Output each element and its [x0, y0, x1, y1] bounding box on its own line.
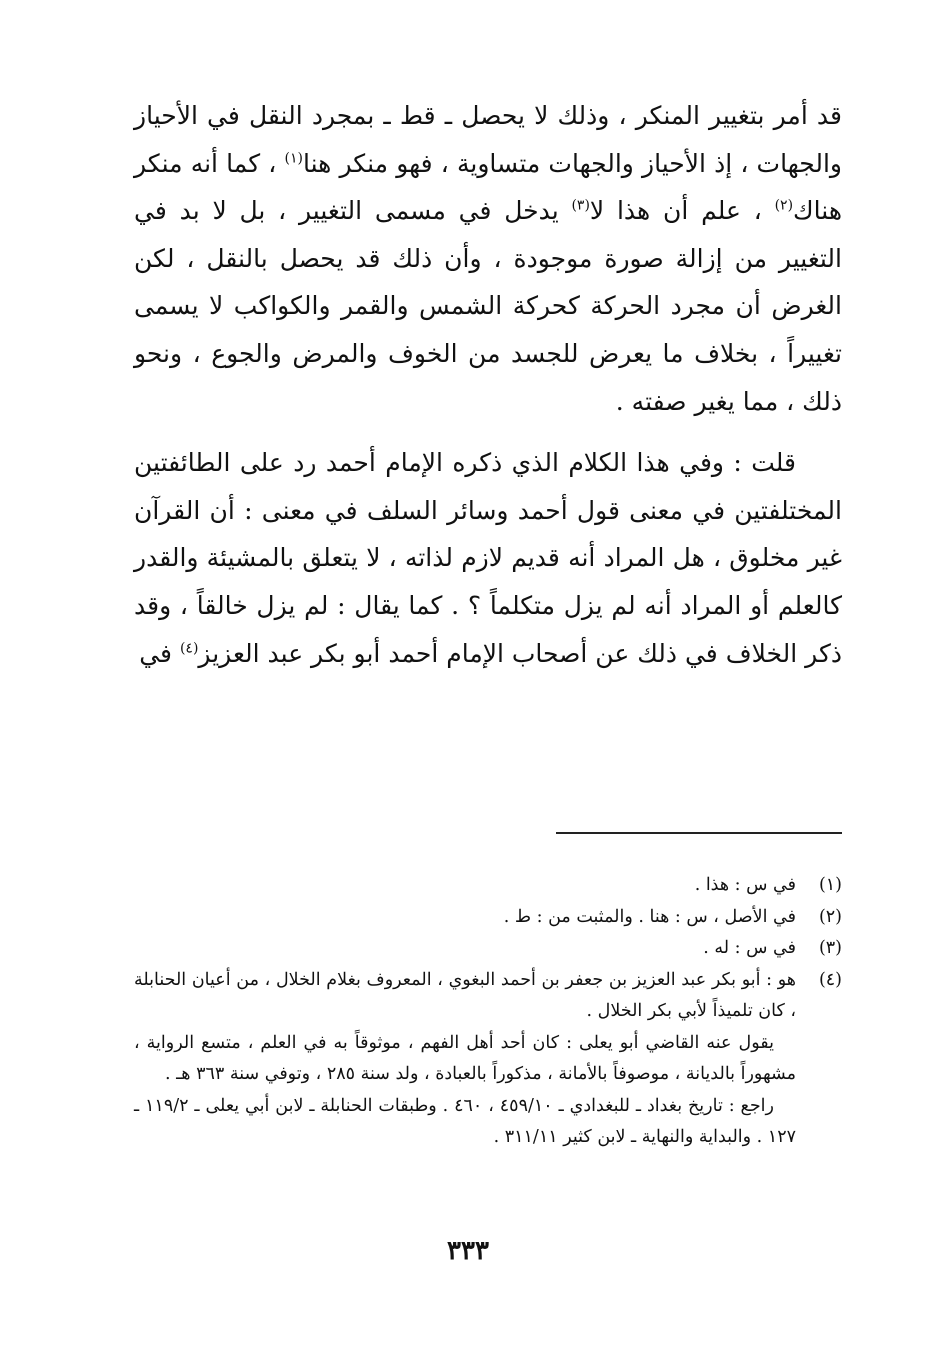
main-text — [134, 92, 842, 677]
text-run: ، كما أنه منكر هناك — [134, 148, 842, 226]
text-run: ، علم أن هذا لا — [589, 196, 775, 226]
footnote-1 — [134, 870, 842, 902]
footnote-ref-1: (١) — [284, 150, 303, 167]
paragraph-2 — [134, 439, 842, 677]
footnote-body — [134, 965, 796, 1154]
footnote-ref-3: (٣) — [571, 197, 590, 214]
footnote-3 — [134, 933, 842, 965]
footnote-number: (٤) — [818, 969, 842, 990]
footnote-number: (٢) — [818, 906, 842, 927]
page-number: ٣٣٣ — [447, 1236, 489, 1266]
footnote-text: في الأصل ، س : هنا . والمثبت من : ط . — [503, 906, 796, 927]
footnotes — [134, 870, 842, 1154]
footnote-2 — [134, 902, 842, 934]
footnote-number: (٣) — [818, 938, 842, 958]
footnote-4 — [134, 965, 842, 1154]
paragraph-1 — [134, 92, 842, 425]
footnote-body — [134, 870, 796, 902]
footnote-text: في س : له . — [703, 938, 796, 958]
footnote-text: يقول عنه القاضي أبو يعلى : كان أحد أهل الفهم ، موثوقاً به في العلم ، متسع الرواية ، مشهوراً بالديانة ، موصوفاً بالأمانة ، مذكوراً بالعبادة ، ولد سنة ٢٨٥ ، وتوفي سنة ٣٦٣ هـ . — [134, 1032, 796, 1084]
footnote-text: راجع : تاريخ بغداد ـ للبغدادي ـ ٤٥٩/١٠ ، ٤٦٠ . وطبقات الحنابلة ـ لابن أبي يعلى ـ ١١٩/٢ ـ ١٢٧ . والبداية والنهاية ـ لابن كثير ٣١١/١١ . — [134, 1095, 796, 1147]
footnote-ref-4: (٤) — [179, 640, 199, 657]
footnote-ref-2: (٢) — [774, 197, 794, 214]
footnote-body — [134, 902, 796, 934]
footnote-number: (١) — [818, 875, 842, 895]
text-run: قد أمر بتغيير المنكر ، وذلك لا يحصل ـ قط ـ بمجرد النقل في الأحياز والجهات ، إذ الأحياز والجهات متساوية ، فهو منكر هنا — [134, 101, 842, 178]
footnote-text: هو : أبو بكر عبد العزيز بن جعفر بن أحمد البغوي ، المعروف بغلام الخلال ، من أعيان الحنابلة ، كان تلميذاً لأبي بكر الخلال . — [134, 969, 796, 1021]
text-run: في — [139, 638, 180, 668]
text-run: قلت : وفي هذا الكلام الذي ذكره الإمام أحمد رد على الطائفتين المختلفتين في معنى قول أحمد وسائر السلف في معنى : أن القرآن غير مخلوق ، هل المراد أنه قديم لازم لذاته ، لا يتعلق بالمشيئة والقدر كالعلم أو المراد أنه لم يزل متكلماً ؟ . كما يقال : لم يزل خالقاً ، وقد ذكر الخلاف في ذلك عن أصحاب الإمام أحمد أبو بكر عبد العزيز — [134, 448, 842, 668]
footnote-separator — [556, 832, 842, 834]
footnote-body — [134, 933, 796, 965]
text-run: يدخل في مسمى التغيير ، بل لا بد في التغيير من إزالة صورة موجودة ، وأن ذلك قد يحصل بالنقل ، لكن الغرض أن مجرد الحركة كحركة الشمس والقمر والكواكب لا يسمى تغييراً ، بخلاف ما يعرض للجسد من الخوف والمرض والجوع ، ونحو ذلك ، مما يغير صفته . — [134, 196, 842, 416]
footnote-text: في س : هذا . — [694, 875, 796, 895]
